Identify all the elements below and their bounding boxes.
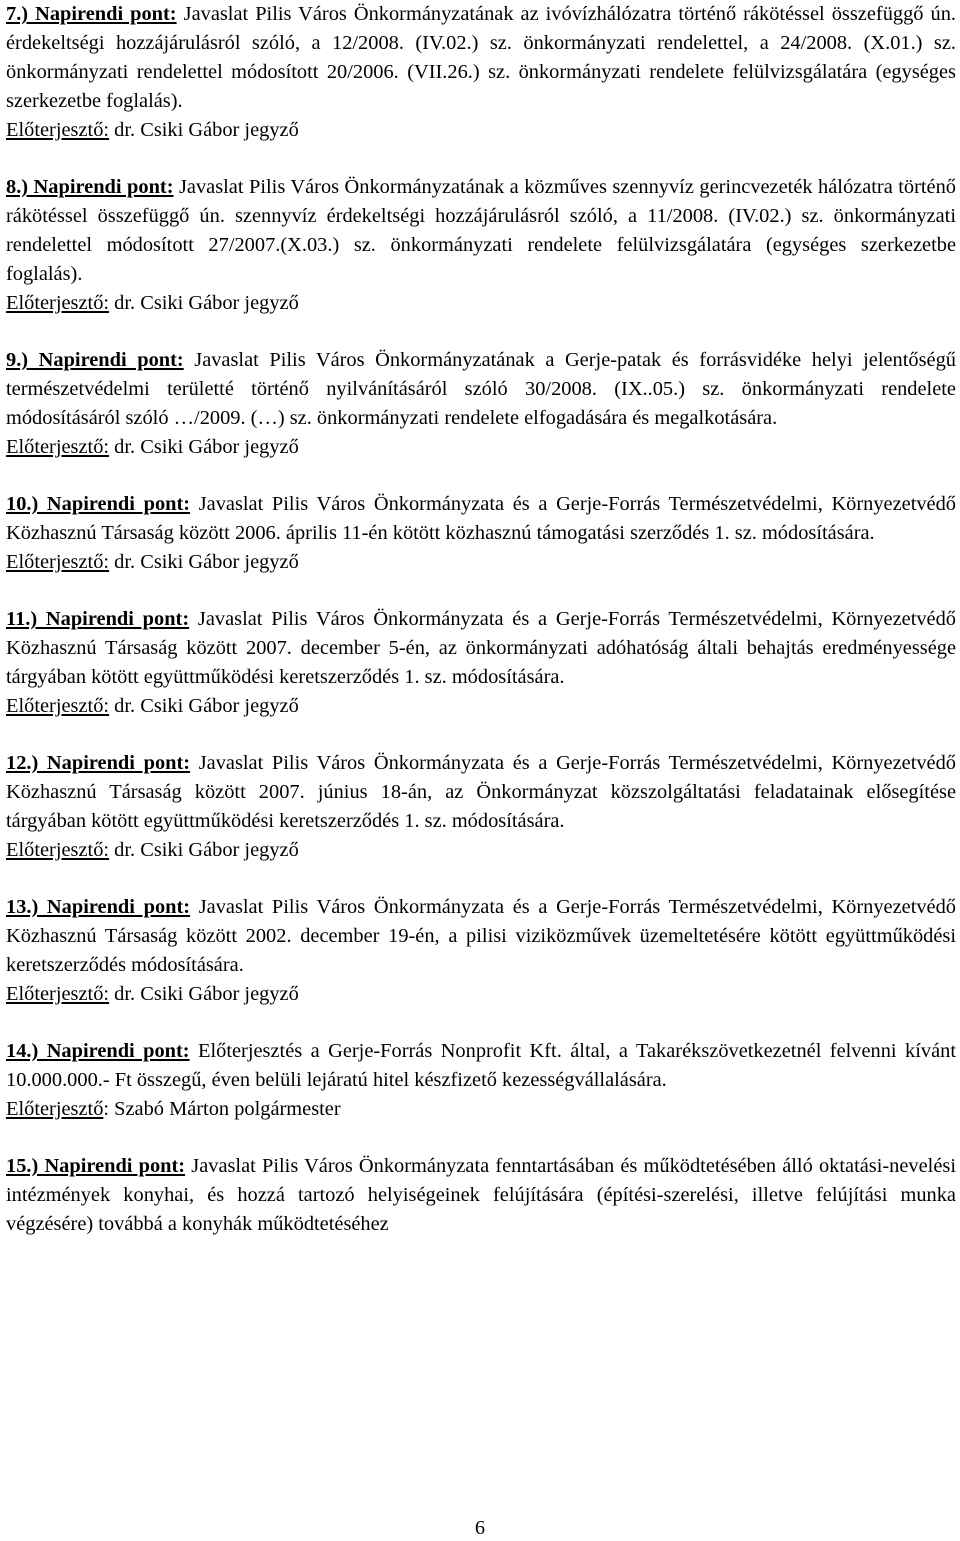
presenter-label: Előterjesztő: — [6, 292, 110, 314]
agenda-item-text — [6, 893, 956, 980]
presenter-label: Előterjesztő: — [6, 839, 110, 861]
presenter-name: dr. Csiki Gábor jegyző — [109, 119, 299, 141]
agenda-item-heading: 7.) Napirendi pont: — [6, 3, 177, 25]
agenda-item-heading: 15.) Napirendi pont: — [6, 1155, 186, 1177]
presenter-line — [6, 836, 956, 865]
presenter-label: Előterjesztő: — [6, 551, 110, 573]
agenda-item-text — [6, 605, 956, 692]
agenda-item-heading: 9.) Napirendi pont: — [6, 349, 184, 371]
agenda-item-heading: 11.) Napirendi pont: — [6, 608, 190, 630]
presenter-name: dr. Csiki Gábor jegyző — [109, 551, 299, 573]
presenter-line — [6, 433, 956, 462]
presenter-line — [6, 980, 956, 1009]
presenter-name: dr. Csiki Gábor jegyző — [109, 839, 299, 861]
presenter-name: dr. Csiki Gábor jegyző — [109, 292, 299, 314]
agenda-item-text — [6, 1152, 956, 1239]
agenda-item-13 — [6, 893, 956, 1009]
presenter-label: Előterjesztő: — [6, 695, 110, 717]
agenda-item-11 — [6, 605, 956, 721]
agenda-item-text — [6, 346, 956, 433]
presenter-line — [6, 1095, 956, 1124]
agenda-item-8 — [6, 173, 956, 318]
agenda-item-9 — [6, 346, 956, 462]
presenter-label: Előterjesztő: — [6, 983, 110, 1005]
agenda-item-10 — [6, 490, 956, 577]
page-number: 6 — [474, 1517, 486, 1539]
presenter-name: dr. Csiki Gábor jegyző — [109, 983, 299, 1005]
agenda-item-body: Javaslat Pilis Város Önkormányzata és a Gerje-Forrás Természetvédelmi, Környezetvédő Közhasznú Társaság között 2007. december 5-én, az önkormányzati adóhatóság általi behajtás eredményessége tárgyában kötött együttműködési keretszerződés 1. sz. módosítására. — [6, 608, 957, 688]
agenda-item-heading: 14.) Napirendi pont: — [6, 1040, 190, 1062]
agenda-item-body: Javaslat Pilis Város Önkormányzata és a Gerje-Forrás Természetvédelmi, Környezetvédő Közhasznú Társaság között 2002. december 19-én, a pilisi viziközművek üzemeltetésére kötött együttműködési keretszerződés módosítására. — [6, 896, 957, 976]
agenda-item-7 — [6, 0, 956, 145]
presenter-line — [6, 548, 956, 577]
agenda-item-text — [6, 490, 956, 548]
agenda-item-heading: 8.) Napirendi pont: — [6, 176, 174, 198]
presenter-label: Előterjesztő: — [6, 436, 110, 458]
document-page — [6, 0, 956, 1239]
presenter-name: dr. Csiki Gábor jegyző — [109, 695, 299, 717]
agenda-item-body: Javaslat Pilis Város Önkormányzata és a Gerje-Forrás Természetvédelmi, Környezetvédő Közhasznú Társaság között 2007. június 18-án, az Önkormányzat közszolgáltatási feladatainak elősegítése tárgyában kötött együttműködési keretszerződés 1. sz. módosítására. — [6, 752, 957, 832]
agenda-item-15 — [6, 1152, 956, 1239]
agenda-item-text — [6, 173, 956, 289]
agenda-item-body: Javaslat Pilis Város Önkormányzatának a Gerje-patak és forrásvidéke helyi jelentőségű természetvédelmi területté történő nyilvánításáról szóló 30/2008. (IX..05.) sz. önkormányzati rendelete módosításáról szóló …/2009. (…) sz. önkormányzati rendelete elfogadására és megalkotására. — [6, 349, 956, 429]
agenda-item-heading: 10.) Napirendi pont: — [6, 493, 191, 515]
agenda-item-body: Javaslat Pilis Város Önkormányzatának a közműves szennyvíz gerincvezeték hálózatra történő rákötéssel összefüggő ún. szennyvíz érdekeltségi hozzájárulásról szóló, a 11/2008. (IV.02.) sz. önkormányzati rendelettel módosított 27/2007.(X.03.) sz. önkormányzati rendelete felülvizsgálatára (egységes szerkezetbe foglalás). — [6, 176, 956, 285]
agenda-item-heading: 13.) Napirendi pont: — [6, 896, 191, 918]
agenda-item-body: Javaslat Pilis Város Önkormányzata és a Gerje-Forrás Természetvédelmi, Környezetvédő Közhasznú Társaság között 2006. április 11-én kötött közhasznú támogatási szerződés 1. sz. módosítására. — [6, 493, 957, 544]
agenda-item-text — [6, 749, 956, 836]
presenter-line — [6, 289, 956, 318]
presenter-line — [6, 116, 956, 145]
agenda-item-14 — [6, 1037, 956, 1124]
agenda-item-heading: 12.) Napirendi pont: — [6, 752, 191, 774]
agenda-item-body: Előterjesztés a Gerje-Forrás Nonprofit Kft. által, a Takarékszövetkezetnél felvenni kívánt 10.000.000.- Ft összegű, éven belüli lejáratú hitel készfizető kezességvállalására. — [6, 1040, 956, 1091]
presenter-label: Előterjesztő — [6, 1098, 104, 1120]
presenter-line — [6, 692, 956, 721]
agenda-item-body: Javaslat Pilis Város Önkormányzata fenntartásában és működtetésében álló oktatási-nevelési intézmények konyhai, és hozzá tartozó helyiségeinek felújítására (építési-szerelési, illetve felújítási munka végzésére) továbbá a konyhák működtetéséhez — [6, 1155, 956, 1235]
presenter-name: dr. Csiki Gábor jegyző — [109, 436, 299, 458]
presenter-label: Előterjesztő: — [6, 119, 110, 141]
agenda-item-body: Javaslat Pilis Város Önkormányzatának az ivóvízhálózatra történő rákötéssel összefüggő ún. érdekeltségi hozzájárulásról szóló, a 12/2008. (IV.02.) sz. önkormányzati rendelettel, a 24/2008. (X.01.) sz. önkormányzati rendelettel módosított 20/2006. (VII.26.) sz. önkormányzati rendelete felülvizsgálatára (egységes szerkezetbe foglalás). — [6, 3, 956, 112]
presenter-name: : Szabó Márton polgármester — [103, 1098, 341, 1120]
agenda-item-text — [6, 1037, 956, 1095]
agenda-item-12 — [6, 749, 956, 865]
agenda-item-text — [6, 0, 956, 116]
